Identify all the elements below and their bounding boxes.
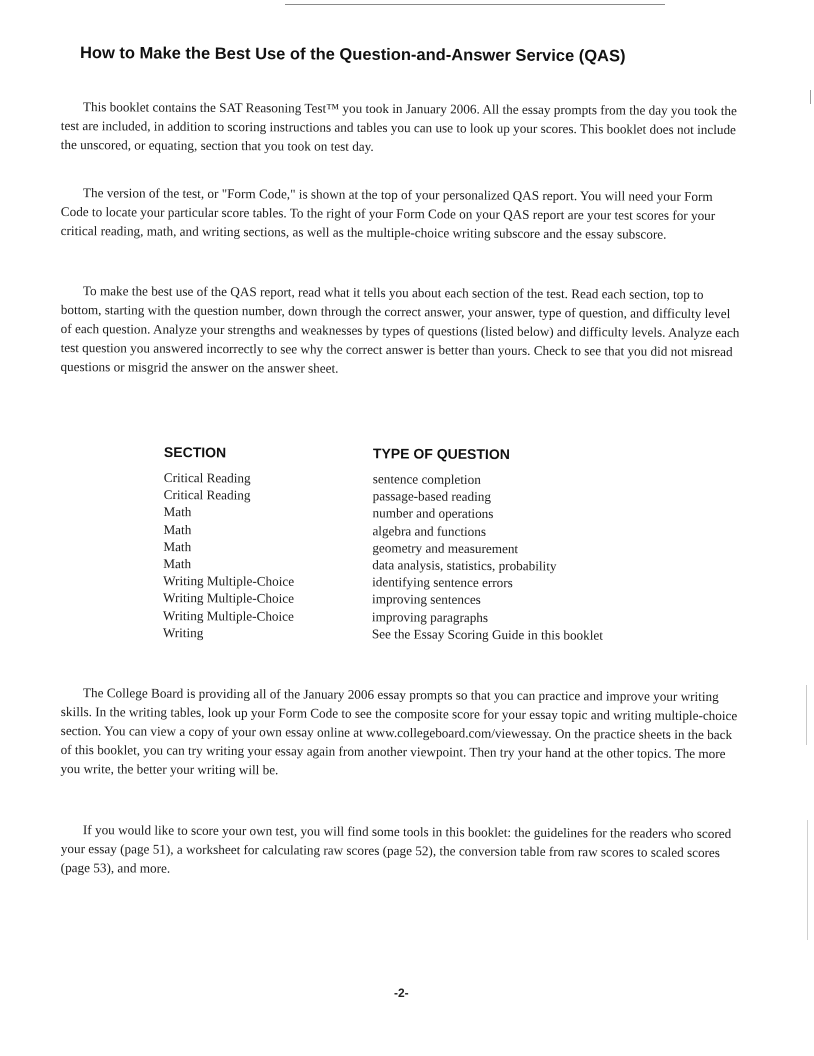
section-cell: Writing Multiple-Choice	[163, 590, 295, 607]
type-cell: sentence completion	[372, 471, 481, 487]
section-cell: Writing Multiple-Choice	[163, 573, 295, 589]
section-cell: Writing	[162, 624, 204, 640]
type-column-header: TYPE OF QUESTION	[372, 445, 510, 463]
type-cell: identifying sentence errors	[372, 574, 513, 591]
section-cell: Math	[163, 555, 192, 572]
type-cell: number and operations	[372, 505, 494, 522]
section-cell: Math	[163, 504, 192, 520]
section-column-header: SECTION	[163, 444, 227, 461]
qas-usage-paragraph: To make the best use of the QAS report, read what it tells you about each section of the test. Read each section, top to bottom, starting with the question number, down through the correct answer, your answer, type of question, and difficulty level of each question. Analyze your strengths and weaknesses by types of questions (listed below) and difficulty levels. Analyze each test question you answered incorrectly to see why the correct answer is better than yours. Check to see that you did not misread questions or misgrid the answer on the answer sheet.	[60, 283, 740, 376]
type-cell: improving paragraphs	[371, 608, 489, 625]
scan-artifact	[806, 685, 807, 745]
scan-artifact	[810, 90, 811, 104]
type-cell: improving sentences	[372, 591, 481, 608]
section-cell: Critical Reading	[163, 469, 251, 486]
section-cell: Math	[163, 521, 192, 537]
type-cell: passage-based reading	[372, 488, 492, 505]
self-scoring-paragraph: If you would like to score your own test, you will find some tools in this booklet: the guidelines for the readers who scored your essay (page 51), a worksheet for calculating raw scores (page 52), the conversion table from raw scores to scaled scores (page 53), and more.	[60, 822, 732, 876]
type-cell: algebra and functions	[372, 522, 487, 539]
section-cell: Writing Multiple-Choice	[162, 607, 294, 624]
top-rule	[285, 4, 665, 5]
essay-practice-paragraph: The College Board is providing all of the January 2006 essay prompts so that you can practice and improve your writing skills. In the writing tables, look up your Form Code to see the composite score for your essay topic and writing multiple-choice section. You can view a copy of your own essay online at www.collegeboard.com/viewessay. On the practice sheets in the back of this booklet, you can try writing your essay again from another viewpoint. Then try your hand at the other topics. The more you write, the better your writing will be.	[60, 685, 738, 778]
section-cell: Math	[163, 538, 192, 554]
page-number: -2-	[394, 986, 409, 1000]
table-rows	[163, 469, 664, 644]
type-cell: See the Essay Scoring Guide in this booklet	[371, 625, 604, 643]
question-type-table	[162, 444, 664, 643]
scan-artifact	[807, 820, 808, 940]
page-title: How to Make the Best Use of the Question-and-Answer Service (QAS)	[79, 44, 626, 66]
form-code-paragraph: The version of the test, or "Form Code," is shown at the top of your personalized QAS report. You will need your Form Code to locate your particular score tables. To the right of your Form Code on your QAS report are your test scores for your critical reading, math, and writing sections, as well as the multiple-choice writing subscore and the essay subscore.	[60, 185, 716, 242]
table-row	[163, 624, 663, 644]
section-cell: Critical Reading	[163, 487, 251, 503]
intro-paragraph: This booklet contains the SAT Reasoning Test™ you took in January 2006. All the essay prompts from the day you took the test are included, in addition to scoring instructions and tables you can use to look up your scores. This booklet does not include the unscored, or equating, section that you took on test day.	[60, 99, 737, 154]
type-cell: data analysis, statistics, probability	[372, 557, 557, 574]
type-cell: geometry and measurement	[372, 540, 519, 556]
